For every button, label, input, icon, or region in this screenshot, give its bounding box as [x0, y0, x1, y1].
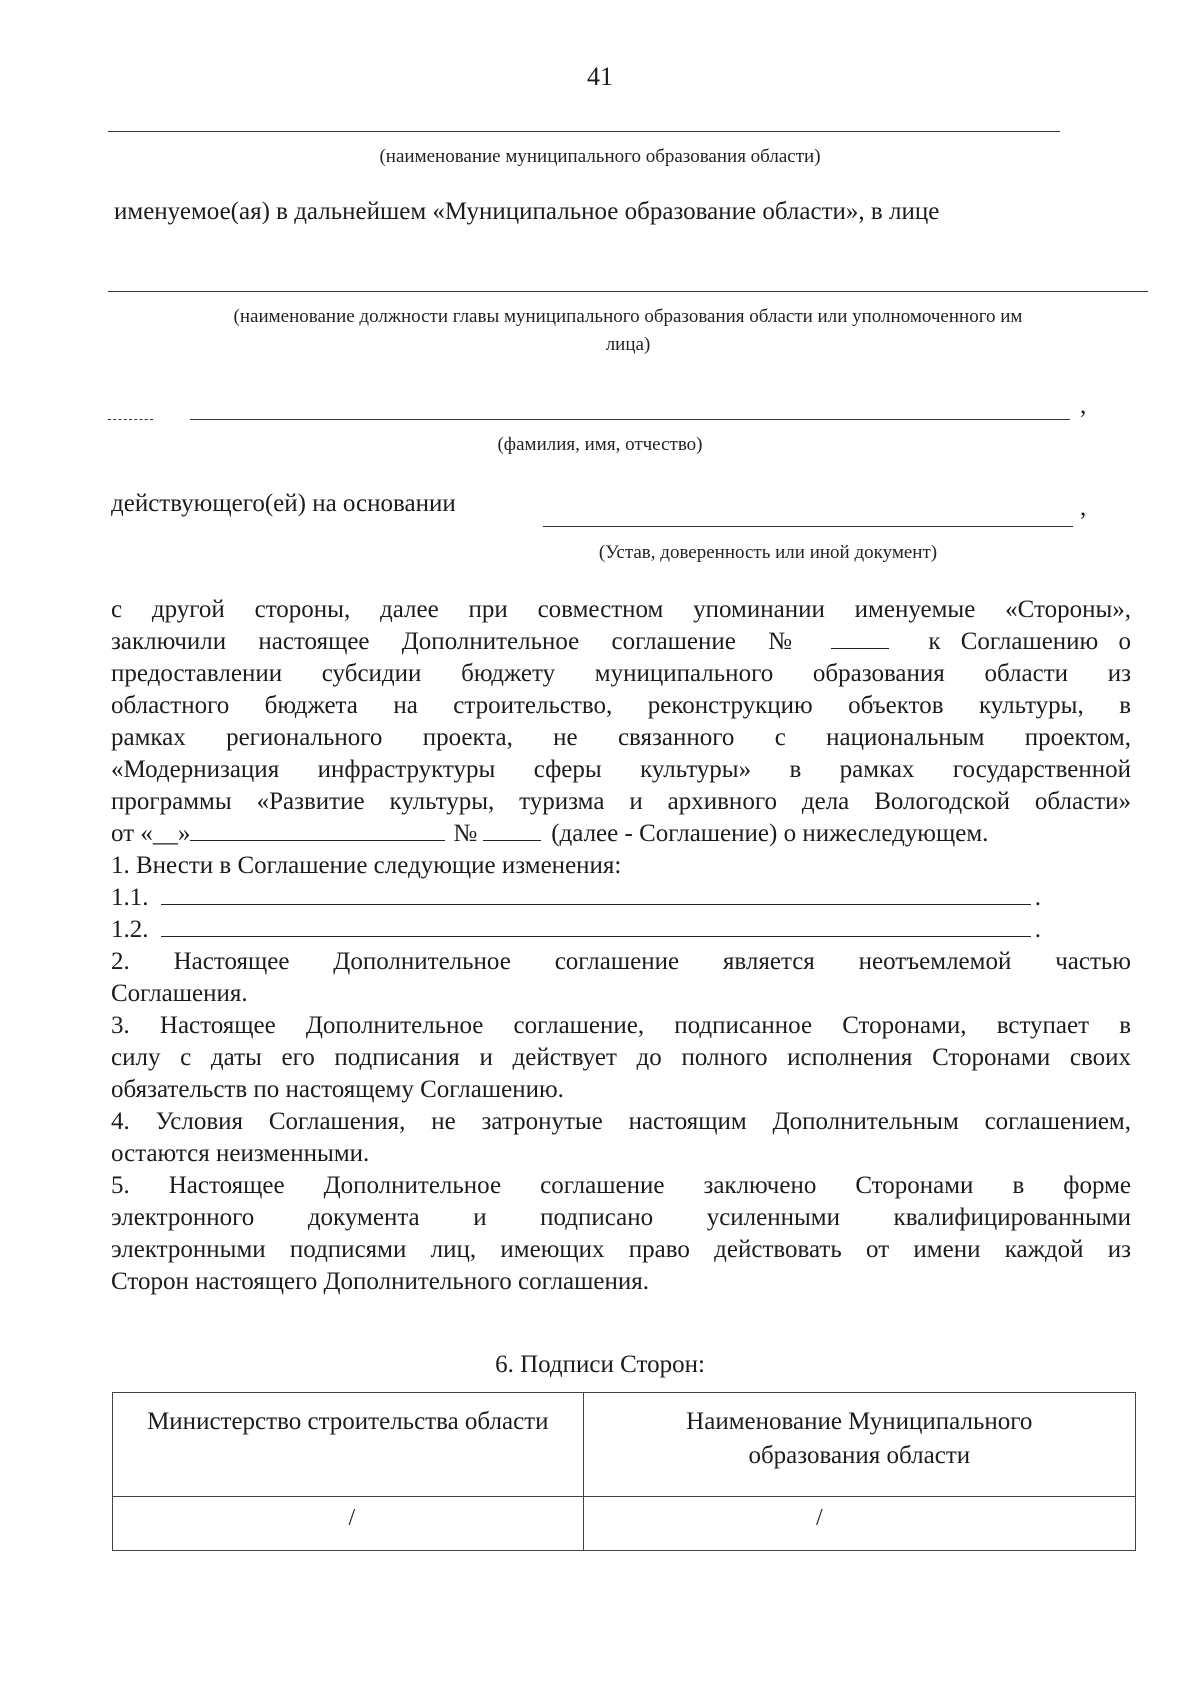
right-party-cell [583, 1393, 1135, 1497]
preamble-line: областного бюджета на строительство, реконструкцию объектов культуры, в [111, 692, 1131, 719]
signatures-heading: 6. Подписи Сторон: [495, 1351, 705, 1378]
date-blank [190, 818, 445, 841]
preamble-line: с другой стороны, далее при совместном упоминании именуемые «Стороны», [111, 596, 1131, 623]
head-position-caption-line1: (наименование должности главы муниципального образования области или уполномоченного им [233, 306, 1023, 327]
date-prefix: от «__» [111, 820, 191, 847]
left-signature-slash: / [348, 1505, 356, 1531]
item-3-line: 3. Настоящее Дополнительное соглашение, подписанное Сторонами, вступает в [111, 1012, 1131, 1039]
item-5-line: электронными подписями лиц, имеющих право действовать от имени каждой из [111, 1236, 1131, 1263]
acting-basis-text: действующего(ей) на основании [111, 490, 456, 517]
left-signature-cell [113, 1497, 584, 1551]
item-1: 1. Внести в Соглашение следующие изменения: [111, 852, 622, 879]
full-name-comma: , [1080, 392, 1087, 419]
basis-document-caption: (Устав, доверенность или иной документ) [598, 542, 938, 563]
preamble-line: рамках регионального проекта, не связанного с национальным проектом, [111, 724, 1131, 751]
full-name-caption: (фамилия, имя, отчество) [497, 434, 703, 455]
page-number: 41 [587, 62, 613, 91]
basis-comma: , [1080, 494, 1087, 521]
preamble-line2-start: заключили настоящее Дополнительное соглашение № [111, 628, 792, 655]
municipality-name-line [108, 131, 1060, 132]
item-4-line: остаются неизменными. [111, 1140, 370, 1167]
item-1-2-blank [161, 914, 1031, 937]
preamble-line: «Модернизация инфраструктуры сферы культуры» в рамках государственной [111, 756, 1131, 783]
number-sign: № [453, 820, 478, 847]
date-line-suffix: (далее - Соглашение) о нижеследующем. [551, 820, 989, 847]
head-position-line [108, 291, 1148, 292]
item-5-line: 5. Настоящее Дополнительное соглашение заключено Сторонами в форме [111, 1172, 1131, 1199]
agreement-number-blank [831, 626, 889, 649]
right-party-name-line1: Наименование Муниципального [686, 1408, 1033, 1435]
item-1-1-label: 1.1. [111, 884, 149, 911]
left-party-cell [113, 1393, 584, 1497]
basis-document-line [543, 526, 1073, 527]
agreement-body [111, 594, 1131, 1298]
municipality-name-caption: (наименование муниципального образования области) [379, 146, 821, 167]
right-signature-cell [583, 1497, 1135, 1551]
right-signature-slash: / [815, 1505, 823, 1531]
preamble-date-line [111, 818, 1131, 850]
signatures-table [112, 1392, 1136, 1551]
full-name-line-short [108, 419, 153, 420]
item-3-line: силу с даты его подписания и действует до полного исполнения Сторонами своих [111, 1044, 1131, 1071]
item-3-line: обязательств по настоящему Соглашению. [111, 1076, 564, 1103]
item-5-line: электронного документа и подписано усиленными квалифицированными [111, 1204, 1131, 1231]
item-1-1 [111, 882, 1131, 914]
item-5-line: Сторон настоящего Дополнительного соглашения. [111, 1268, 649, 1295]
right-party-name-line2: образования области [748, 1442, 971, 1469]
item-2-line: 2. Настоящее Дополнительное соглашение является неотъемлемой частью [111, 948, 1131, 975]
preamble-line: программы «Развитие культуры, туризма и архивного дела Вологодской области» [111, 788, 1131, 815]
item-1-2-label: 1.2. [111, 916, 149, 943]
item-1-1-blank [161, 882, 1031, 905]
main-agreement-number-blank [483, 818, 541, 841]
head-position-caption-line2: лица) [605, 334, 651, 355]
item-1-2-end: . [1034, 916, 1041, 943]
item-2-line: Соглашения. [111, 980, 248, 1007]
left-party-name: Министерство строительства области [147, 1408, 549, 1435]
full-name-line [190, 419, 1070, 420]
item-1-2 [111, 914, 1131, 946]
preamble-line-number [111, 626, 1131, 658]
item-4-line: 4. Условия Соглашения, не затронутые настоящим Дополнительным соглашением, [111, 1108, 1131, 1135]
preamble-line2-end: к Соглашению о [928, 628, 1131, 655]
named-hereafter-text: именуемое(ая) в дальнейшем «Муниципальное образование области», в лице [114, 198, 940, 225]
preamble-line: предоставлении субсидии бюджету муниципального образования области из [111, 660, 1131, 687]
item-1-1-end: . [1034, 884, 1041, 911]
